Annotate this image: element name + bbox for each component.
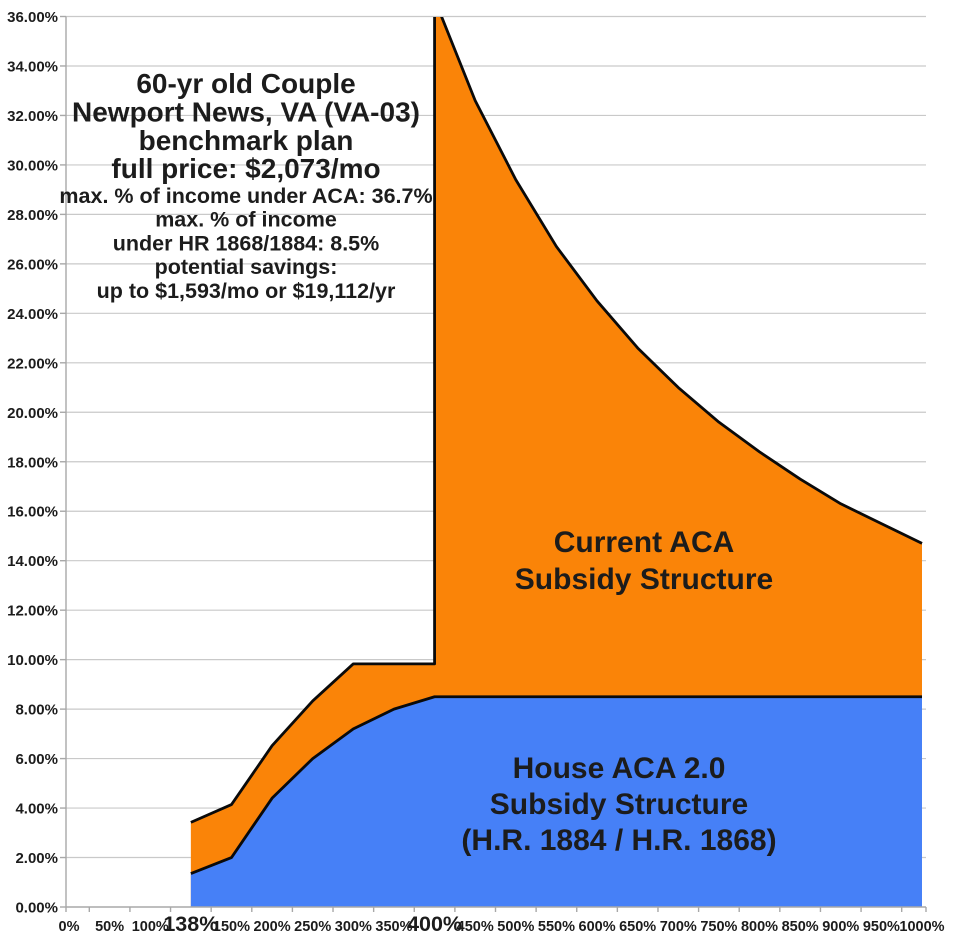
x-axis-label: 250% [294,919,332,935]
y-axis-label: 6.00% [15,751,58,769]
y-axis-label: 32.00% [7,107,58,125]
y-axis-label: 0.00% [15,899,58,917]
y-axis-label: 26.00% [7,256,58,274]
x-axis-label: 100% [131,919,169,935]
y-axis-label: 10.00% [7,652,58,670]
x-axis-label: 800% [740,919,779,935]
y-axis-label: 28.00% [7,206,58,224]
x-axis-label: 0% [58,919,80,935]
x-axis-labels [59,912,945,936]
y-axis-label: 22.00% [7,355,58,373]
house-area-label-line: House ACA 2.0 [512,752,726,785]
y-axis-label: 24.00% [7,305,58,323]
info-annotation-line: full price: $2,073/mo [111,153,381,185]
x-axis-label: 350% [375,919,413,935]
y-axis-label: 16.00% [7,503,58,521]
x-axis-label: 700% [659,919,697,935]
x-axis-label: 950% [862,919,900,935]
y-axis-label: 14.00% [7,553,58,571]
y-axis-label: 34.00% [7,58,58,76]
x-axis-label: 550% [537,919,575,935]
x-axis-label: 900% [822,919,860,935]
info-annotation-line: Newport News, VA (VA-03) [72,96,420,128]
y-axis-label: 12.00% [7,602,58,620]
y-axis-label: 4.00% [15,800,58,818]
x-axis-label: 850% [781,919,819,935]
aca-area-label-line: Subsidy Structure [514,563,774,596]
info-annotation-line: max. % of income under ACA: 36.7% [59,184,433,208]
info-annotation-line: 60-yr old Couple [136,68,356,99]
y-axis-label: 8.00% [15,701,58,719]
y-axis-label: 2.00% [15,850,58,868]
house-area-label-line: Subsidy Structure [489,788,749,821]
x-axis-label: 300% [334,919,372,935]
aca-area-label-line: Current ACA [553,526,735,559]
x-axis-label: 650% [619,919,657,935]
x-axis-label: 600% [578,919,616,935]
x-axis-label: 450% [456,919,494,935]
x-axis-label: 138% [163,912,219,936]
x-axis-label: 500% [497,919,535,935]
x-axis-label: 1000% [899,919,945,935]
info-annotation-line: under HR 1868/1884: 8.5% [112,231,380,256]
y-axis-label: 36.00% [7,9,58,26]
info-annotation-line: up to $1,593/mo or $19,112/yr [96,278,396,303]
x-axis-label: 200% [253,919,291,935]
info-annotation-line: benchmark plan [138,124,354,156]
x-axis-label: 50% [95,919,125,935]
info-annotation-line: potential savings: [154,255,338,280]
y-axis-label: 18.00% [7,454,58,472]
y-axis-labels [7,9,58,917]
info-annotation [59,68,432,303]
x-axis-label: 750% [700,919,738,935]
house-area-label-line: (H.R. 1884 / H.R. 1868) [461,824,777,857]
x-axis-label: 150% [212,919,251,935]
y-axis-label: 20.00% [7,404,58,422]
x-axis-label: 400% [407,912,463,936]
y-axis-label: 30.00% [7,157,58,175]
info-annotation-line: max. % of income [155,207,337,232]
